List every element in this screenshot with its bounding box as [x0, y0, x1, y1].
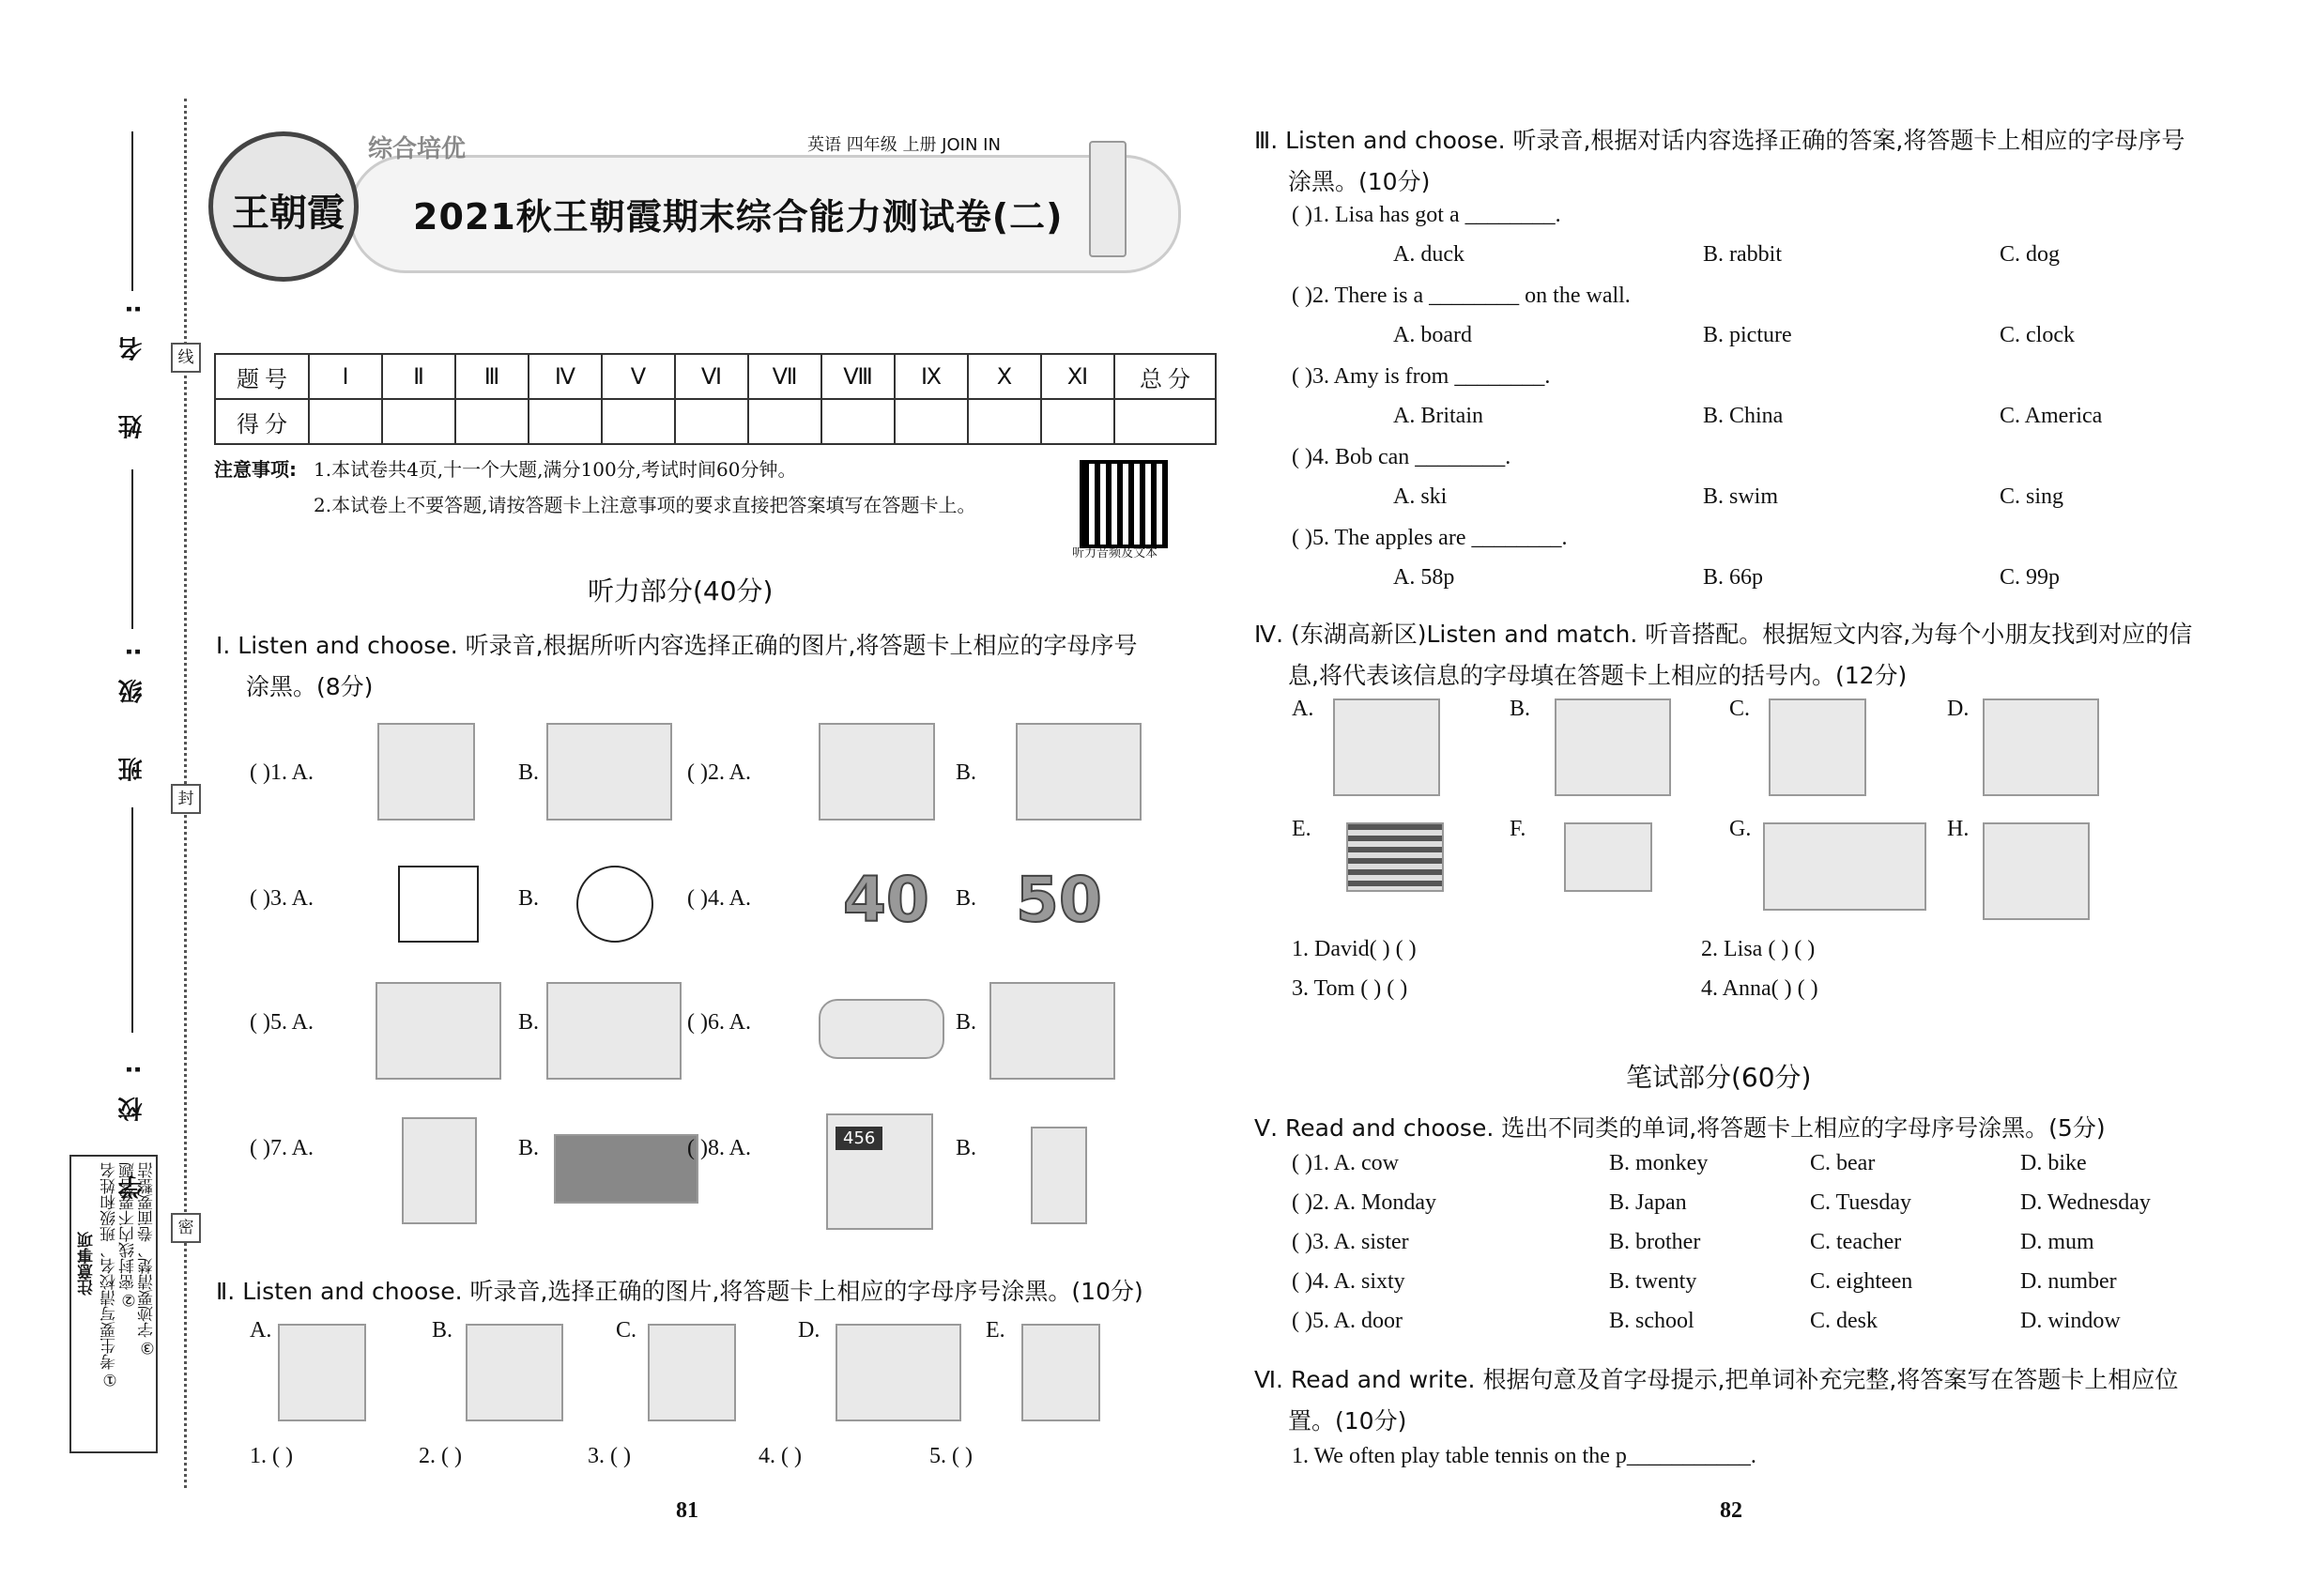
lighthouse-icon — [1089, 141, 1127, 257]
choice-b: B. rabbit — [1703, 242, 1782, 267]
girl-image — [1031, 1127, 1087, 1224]
choice-b: B. swim — [1703, 484, 1779, 509]
question-text: ( )5. The apples are ________. — [1292, 526, 1568, 550]
square-shape — [398, 866, 479, 943]
word-option: D. number — [2020, 1269, 2117, 1294]
choice-b: B. 66p — [1703, 565, 1764, 590]
guitar-image — [1769, 698, 1866, 796]
picture-letter: C. — [616, 1318, 637, 1343]
option-label: B. — [956, 760, 977, 785]
answer-blank[interactable]: 4. ( ) — [759, 1444, 802, 1468]
question-label: ( )3. A. — [250, 886, 314, 911]
notice-item-1: ①考生要写清校名、班级和姓名 — [100, 1162, 119, 1389]
score-cell[interactable] — [1041, 399, 1114, 444]
section-5-title: Ⅴ. Read and choose. 选出不同类的单词,将答题卡上相应的字母序号涂黑。(5分) — [1254, 1114, 2106, 1142]
table-cell: Ⅹ — [968, 354, 1041, 399]
score-cell[interactable] — [748, 399, 821, 444]
word-option: B. brother — [1609, 1230, 1701, 1254]
answer-blank[interactable]: 3. ( ) — [588, 1444, 631, 1468]
choice-b: B. picture — [1703, 323, 1792, 347]
section-3-title: Ⅲ. Listen and choose. 听录音,根据对话内容选择正确的答案,将答题卡上相应的字母序号 — [1254, 127, 2185, 154]
notes-line-1: 1.本试卷共4页,十一个大题,满分100分,考试时间60分钟。 — [314, 458, 797, 481]
score-cell[interactable] — [675, 399, 748, 444]
word-option: ( )4. A. sixty — [1292, 1269, 1405, 1294]
picture-letter: D. — [798, 1318, 820, 1343]
writing-heading: 笔试部分(60分) — [1626, 1062, 1812, 1093]
tiger-football-image — [648, 1324, 736, 1421]
section-4-title-cont: 息,将代表该信息的字母填在答题卡上相应的括号内。(12分) — [1288, 662, 1908, 689]
page-number-right: 82 — [1720, 1498, 1742, 1523]
cut-mark-secret: 密 — [171, 1213, 201, 1243]
cut-mark-seal: 封 — [171, 784, 201, 814]
board-number: 456 — [836, 1127, 882, 1150]
score-table-header-row — [215, 354, 1216, 399]
ping-pong-image — [1763, 822, 1926, 911]
course-meta: 英语 四年级 上册 JOIN IN — [807, 135, 1001, 155]
question-label: ( )8. A. — [687, 1136, 751, 1160]
word-option: D. mum — [2020, 1230, 2094, 1254]
picture-letter: E. — [1292, 817, 1311, 841]
choice-a: A. 58p — [1393, 565, 1455, 590]
cut-mark-line: 线 — [171, 343, 201, 373]
door-image — [402, 1117, 477, 1224]
notice-item-2: ②密封线内不要答题 — [119, 1162, 138, 1309]
word-option: B. school — [1609, 1309, 1694, 1333]
school-label: 学 校: — [118, 1042, 146, 1200]
school-line — [131, 807, 133, 1033]
table-cell: 题 号 — [215, 354, 309, 399]
table-cell: Ⅸ — [895, 354, 968, 399]
horse-riding-image — [1555, 698, 1671, 796]
match-answer[interactable]: 4. Anna( ) ( ) — [1701, 976, 1818, 1001]
choice-c: C. America — [2000, 404, 2103, 428]
notice-title: 注意事项 — [78, 1232, 97, 1296]
score-cell[interactable] — [602, 399, 675, 444]
option-label: B. — [518, 1136, 540, 1160]
picture-letter: A. — [250, 1318, 272, 1343]
notice-box — [69, 1155, 158, 1453]
choice-c: C. dog — [2000, 242, 2061, 267]
match-answer[interactable]: 2. Lisa ( ) ( ) — [1701, 937, 1816, 961]
option-label: B. — [956, 1136, 977, 1160]
section-2-title: Ⅱ. Listen and choose. 听录音,选择正确的图片,将答题卡上相应的字母序号涂黑。(10分) — [216, 1278, 1143, 1305]
section-6-title-cont: 置。(10分) — [1288, 1407, 1407, 1435]
word-option: B. twenty — [1609, 1269, 1697, 1294]
dog-image — [278, 1324, 366, 1421]
word-option: C. Tuesday — [1810, 1190, 1912, 1215]
usa-flag-image — [1346, 822, 1444, 892]
word-option: ( )3. A. sister — [1292, 1230, 1409, 1254]
match-answer[interactable]: 1. David( ) ( ) — [1292, 937, 1417, 961]
word-option: C. teacher — [1810, 1230, 1902, 1254]
kite-image — [1983, 822, 2090, 920]
blackboard-image — [554, 1134, 698, 1204]
notice-item-3: ③字迹要清楚、卷面要整洁 — [138, 1162, 157, 1357]
word-option: D. bike — [2020, 1151, 2087, 1175]
picture-letter: C. — [1729, 697, 1751, 721]
score-cell[interactable] — [309, 399, 382, 444]
answer-blank[interactable]: 5. ( ) — [929, 1444, 973, 1468]
table-cell: 得 分 — [215, 399, 309, 444]
section-1-title-cont: 涂黑。(8分) — [246, 673, 374, 700]
question-label: ( )1. A. — [250, 760, 314, 785]
word-option: D. Wednesday — [2020, 1190, 2151, 1215]
picture-letter: G. — [1729, 817, 1752, 841]
picture-letter: F. — [1510, 817, 1526, 841]
brand-logo: 王朝霞 — [208, 131, 359, 282]
table-cell: Ⅵ — [675, 354, 748, 399]
tiger-image-2 — [1021, 1324, 1100, 1421]
page-title: 2021秋王朝霞期末综合能力测试卷(二) — [413, 196, 1064, 238]
word-option: C. eighteen — [1810, 1269, 1913, 1294]
choice-c: C. clock — [2000, 323, 2075, 347]
qr-caption: 听力音频及文本 — [1072, 546, 1158, 560]
table-cell: Ⅲ — [455, 354, 529, 399]
choice-c: C. 99p — [2000, 565, 2061, 590]
house-image — [546, 723, 672, 821]
tiger-swimming-image — [1016, 723, 1142, 821]
number-forty: 40 — [843, 864, 929, 936]
question-text: ( )1. Lisa has got a ________. — [1292, 203, 1561, 227]
score-table — [214, 353, 1217, 445]
class-line — [131, 469, 133, 629]
section-3-title-cont: 涂黑。(10分) — [1288, 168, 1431, 195]
page-number-left: 81 — [676, 1498, 698, 1523]
table-cell: Ⅴ — [602, 354, 675, 399]
table-cell: Ⅳ — [529, 354, 602, 399]
option-label: B. — [518, 760, 540, 785]
word-option: D. window — [2020, 1309, 2121, 1333]
score-cell[interactable] — [455, 399, 529, 444]
name-line — [131, 131, 133, 291]
score-cell[interactable] — [895, 399, 968, 444]
question-label: ( )5. A. — [250, 1010, 314, 1035]
question-text: ( )4. Bob can ________. — [1292, 445, 1511, 469]
score-cell[interactable] — [821, 399, 895, 444]
word-option: ( )2. A. Monday — [1292, 1190, 1436, 1215]
class-label: 班 级: — [118, 624, 146, 782]
choice-a: A. board — [1393, 323, 1472, 347]
option-label: B. — [518, 886, 540, 911]
question-label: ( )4. A. — [687, 886, 751, 911]
canada-flag-image — [1564, 822, 1652, 892]
choice-a: A. Britain — [1393, 404, 1483, 428]
pencil-box-image — [819, 999, 944, 1059]
option-label: B. — [518, 1010, 540, 1035]
circle-shape — [576, 866, 653, 943]
reading-girl-image — [466, 1324, 563, 1421]
qr-code-icon[interactable] — [1080, 460, 1168, 548]
question-label: ( )2. A. — [687, 760, 751, 785]
table-cell: Ⅱ — [382, 354, 455, 399]
table-cell: 总 分 — [1114, 354, 1216, 399]
word-option: ( )5. A. door — [1292, 1309, 1403, 1333]
fill-in-question[interactable]: 1. We often play table tennis on the p___________. — [1292, 1444, 1756, 1468]
name-label: 姓 名: — [118, 282, 146, 439]
picture-letter: D. — [1947, 697, 1970, 721]
number-fifty: 50 — [1016, 864, 1102, 936]
answer-blank[interactable]: 1. ( ) — [250, 1444, 293, 1468]
picture-letter: E. — [986, 1318, 1005, 1343]
table-cell: Ⅺ — [1041, 354, 1114, 399]
choice-c: C. sing — [2000, 484, 2064, 509]
score-cell[interactable] — [968, 399, 1041, 444]
section-4-title: Ⅳ. (东湖高新区)Listen and match. 听音搭配。根据短文内容,为每个小朋友找到对应的信 — [1254, 621, 2193, 648]
word-option: B. monkey — [1609, 1151, 1709, 1175]
car-image — [546, 982, 682, 1080]
tree-image — [377, 723, 475, 821]
table-cell: Ⅶ — [748, 354, 821, 399]
brand-label: 综合培优 — [368, 135, 467, 163]
section-1-title: Ⅰ. Listen and choose. 听录音,根据所听内容选择正确的图片,将答题卡上相应的字母序号 — [216, 632, 1138, 659]
score-cell[interactable] — [529, 399, 602, 444]
answer-blank[interactable]: 2. ( ) — [419, 1444, 462, 1468]
question-text: ( )3. Amy is from ________. — [1292, 364, 1551, 389]
match-answer[interactable]: 3. Tom ( ) ( ) — [1292, 976, 1408, 1001]
word-option: C. desk — [1810, 1309, 1878, 1333]
score-cell[interactable] — [382, 399, 455, 444]
option-label: B. — [956, 1010, 977, 1035]
classroom-image — [989, 982, 1115, 1080]
picture-letter: H. — [1947, 817, 1970, 841]
choice-a: A. ski — [1393, 484, 1448, 509]
cat-desk-image — [836, 1324, 961, 1421]
piano-image — [1983, 698, 2099, 796]
score-cell[interactable] — [1114, 399, 1216, 444]
archery-image — [376, 982, 501, 1080]
word-option: B. Japan — [1609, 1190, 1687, 1215]
table-cell: Ⅰ — [309, 354, 382, 399]
tiger-image — [819, 723, 935, 821]
picture-letter: B. — [432, 1318, 453, 1343]
choice-b: B. China — [1703, 404, 1784, 428]
notes-line-2: 2.本试卷上不要答题,请按答题卡上注意事项的要求直接把答案填写在答题卡上。 — [314, 494, 976, 516]
option-label: B. — [956, 886, 977, 911]
notes-label: 注意事项: — [214, 458, 297, 481]
word-option: ( )1. A. cow — [1292, 1151, 1399, 1175]
picture-letter: A. — [1292, 697, 1314, 721]
choice-a: A. duck — [1393, 242, 1464, 267]
section-6-title: Ⅵ. Read and write. 根据句意及首字母提示,把单词补充完整,将答案写在答题卡上相应位 — [1254, 1366, 2179, 1393]
question-label: ( )6. A. — [687, 1010, 751, 1035]
listening-heading: 听力部分(40分) — [588, 575, 774, 606]
question-label: ( )7. A. — [250, 1136, 314, 1160]
score-table-score-row — [215, 399, 1216, 444]
question-text: ( )2. There is a ________ on the wall. — [1292, 284, 1631, 308]
table-cell: Ⅷ — [821, 354, 895, 399]
basketball-image — [1333, 698, 1440, 796]
picture-letter: B. — [1510, 697, 1531, 721]
word-option: C. bear — [1810, 1151, 1876, 1175]
